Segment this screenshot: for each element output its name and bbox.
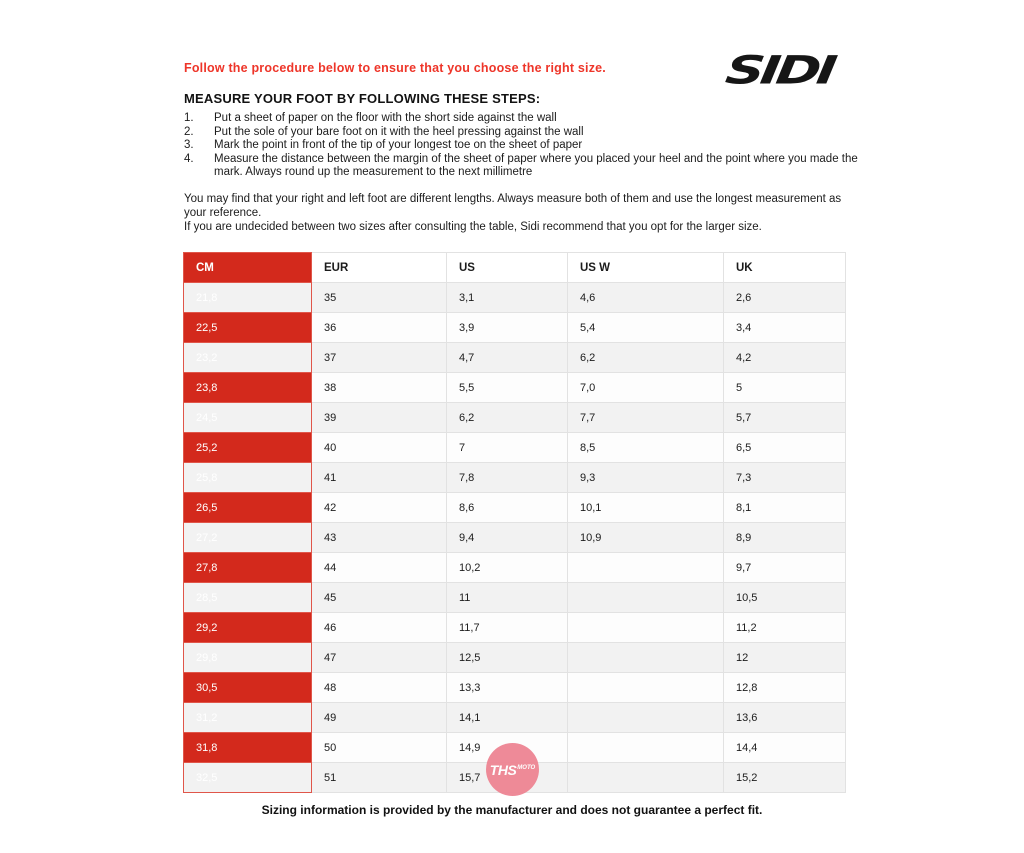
step-item	[184, 139, 874, 153]
table-cell: 6,2	[447, 403, 568, 433]
table-row	[184, 463, 846, 493]
table-cell: 8,9	[724, 523, 846, 553]
step-text: Mark the point in front of the tip of your longest toe on the sheet of paper	[214, 139, 583, 152]
table-cell: 8,5	[568, 433, 724, 463]
table-cell	[568, 613, 724, 643]
table-row	[184, 643, 846, 673]
column-header-us: US	[447, 253, 568, 283]
cm-cell: 28,5	[184, 583, 312, 613]
steps-list	[184, 112, 874, 180]
table-cell	[568, 673, 724, 703]
note-larger-size: If you are undecided between two sizes after consulting the table, Sidi recommend that you opt for the larger size.	[184, 220, 762, 233]
table-row	[184, 313, 846, 343]
step-item	[184, 153, 874, 180]
table-row	[184, 493, 846, 523]
table-row	[184, 613, 846, 643]
table-cell	[568, 583, 724, 613]
table-cell: 35	[312, 283, 447, 313]
column-header-eur: EUR	[312, 253, 447, 283]
step-text: Put a sheet of paper on the floor with the short side against the wall	[214, 112, 557, 124]
table-cell: 7,8	[447, 463, 568, 493]
table-row	[184, 433, 846, 463]
table-cell: 48	[312, 673, 447, 703]
step-number: 2.	[184, 125, 194, 138]
step-text: Measure the distance between the margin of the sheet of paper where you placed your heel and the point where you made the mark. Always round up the measurement to the next millimetre	[214, 152, 858, 179]
table-cell	[568, 553, 724, 583]
table-row	[184, 283, 846, 313]
table-cell: 12	[724, 643, 846, 673]
table-cell: 40	[312, 433, 447, 463]
table-cell: 14,1	[447, 703, 568, 733]
watermark-ths: THS	[489, 761, 517, 778]
column-header-uk: UK	[724, 253, 846, 283]
table-cell: 3,4	[724, 313, 846, 343]
table-cell: 11,2	[724, 613, 846, 643]
table-cell: 4,6	[568, 283, 724, 313]
cm-cell: 25,2	[184, 433, 312, 463]
table-cell: 4,2	[724, 343, 846, 373]
cm-cell: 29,8	[184, 643, 312, 673]
table-cell: 8,1	[724, 493, 846, 523]
table-cell: 7,7	[568, 403, 724, 433]
table-cell: 47	[312, 643, 447, 673]
table-cell: 12,8	[724, 673, 846, 703]
cm-cell: 21,8	[184, 283, 312, 313]
table-row	[184, 583, 846, 613]
cm-cell: 32,5	[184, 763, 312, 793]
table-cell: 10,9	[568, 523, 724, 553]
footer-disclaimer: Sizing information is provided by the manufacturer and does not guarantee a perfect fit.	[261, 803, 763, 817]
table-cell: 10,2	[447, 553, 568, 583]
table-cell: 44	[312, 553, 447, 583]
table-cell: 4,7	[447, 343, 568, 373]
column-header-cm: CM	[184, 253, 312, 283]
table-cell: 6,5	[724, 433, 846, 463]
table-cell: 36	[312, 313, 447, 343]
table-cell: 9,4	[447, 523, 568, 553]
table-header-row	[184, 253, 846, 283]
table-cell: 6,2	[568, 343, 724, 373]
table-cell: 5	[724, 373, 846, 403]
cm-cell: 23,8	[184, 373, 312, 403]
table-cell: 50	[312, 733, 447, 763]
table-cell: 3,1	[447, 283, 568, 313]
table-cell: 7,0	[568, 373, 724, 403]
step-item	[184, 112, 874, 126]
size-table	[183, 252, 846, 793]
column-header-us-w: US W	[568, 253, 724, 283]
table-cell: 11	[447, 583, 568, 613]
table-cell	[568, 733, 724, 763]
table-cell	[568, 763, 724, 793]
table-row	[184, 523, 846, 553]
step-number: 4.	[184, 152, 194, 165]
table-cell: 8,6	[447, 493, 568, 523]
table-cell: 11,7	[447, 613, 568, 643]
cm-cell: 31,2	[184, 703, 312, 733]
cm-cell: 27,2	[184, 523, 312, 553]
table-cell: 13,6	[724, 703, 846, 733]
table-cell: 46	[312, 613, 447, 643]
table-cell: 38	[312, 373, 447, 403]
table-cell: 5,4	[568, 313, 724, 343]
step-number: 1.	[184, 112, 194, 124]
cm-cell: 30,5	[184, 673, 312, 703]
sidi-logo-text: SIDI	[722, 47, 836, 93]
cm-cell: 31,8	[184, 733, 312, 763]
table-cell: 41	[312, 463, 447, 493]
table-cell: 12,5	[447, 643, 568, 673]
table-cell: 14,4	[724, 733, 846, 763]
table-cell: 7,3	[724, 463, 846, 493]
table-cell: 2,6	[724, 283, 846, 313]
watermark-text	[490, 763, 535, 777]
table-cell: 37	[312, 343, 447, 373]
notes	[184, 193, 852, 234]
table-row	[184, 373, 846, 403]
table-row	[184, 673, 846, 703]
ths-moto-watermark	[486, 743, 539, 796]
table-cell: 39	[312, 403, 447, 433]
table-cell: 49	[312, 703, 447, 733]
table-cell: 9,7	[724, 553, 846, 583]
table-cell: 45	[312, 583, 447, 613]
table-cell	[568, 643, 724, 673]
table-cell: 7	[447, 433, 568, 463]
table-body	[184, 283, 846, 793]
table-cell: 10,1	[568, 493, 724, 523]
table-cell: 42	[312, 493, 447, 523]
note-measure-both: You may find that your right and left foot are different lengths. Always measure both of them and use the longest measurement as your reference.	[184, 193, 842, 219]
table-row	[184, 403, 846, 433]
table-cell: 43	[312, 523, 447, 553]
cm-cell: 25,8	[184, 463, 312, 493]
table-cell: 3,9	[447, 313, 568, 343]
table-head	[184, 253, 846, 283]
cm-cell: 22,5	[184, 313, 312, 343]
cm-cell: 29,2	[184, 613, 312, 643]
table-row	[184, 343, 846, 373]
table-row	[184, 703, 846, 733]
step-item	[184, 126, 874, 140]
cm-cell: 27,8	[184, 553, 312, 583]
table-cell: 9,3	[568, 463, 724, 493]
watermark-moto: MOTO	[517, 764, 536, 771]
sidi-logo	[722, 44, 886, 96]
table-cell: 14,9	[447, 733, 568, 763]
step-number: 3.	[184, 139, 194, 152]
step-text: Put the sole of your bare foot on it with the heel pressing against the wall	[214, 125, 584, 138]
table-cell: 5,7	[724, 403, 846, 433]
cm-cell: 23,2	[184, 343, 312, 373]
table-cell: 15,2	[724, 763, 846, 793]
table-cell: 5,5	[447, 373, 568, 403]
table-cell: 51	[312, 763, 447, 793]
cm-cell: 26,5	[184, 493, 312, 523]
cm-cell: 24,5	[184, 403, 312, 433]
steps-heading: MEASURE YOUR FOOT BY FOLLOWING THESE STEPS:	[184, 91, 541, 106]
table-row	[184, 553, 846, 583]
table-cell	[568, 703, 724, 733]
table-cell: 10,5	[724, 583, 846, 613]
table-cell: 13,3	[447, 673, 568, 703]
table-cell: 15,7	[447, 763, 568, 793]
intro-text: Follow the procedure below to ensure that you choose the right size.	[184, 61, 606, 75]
